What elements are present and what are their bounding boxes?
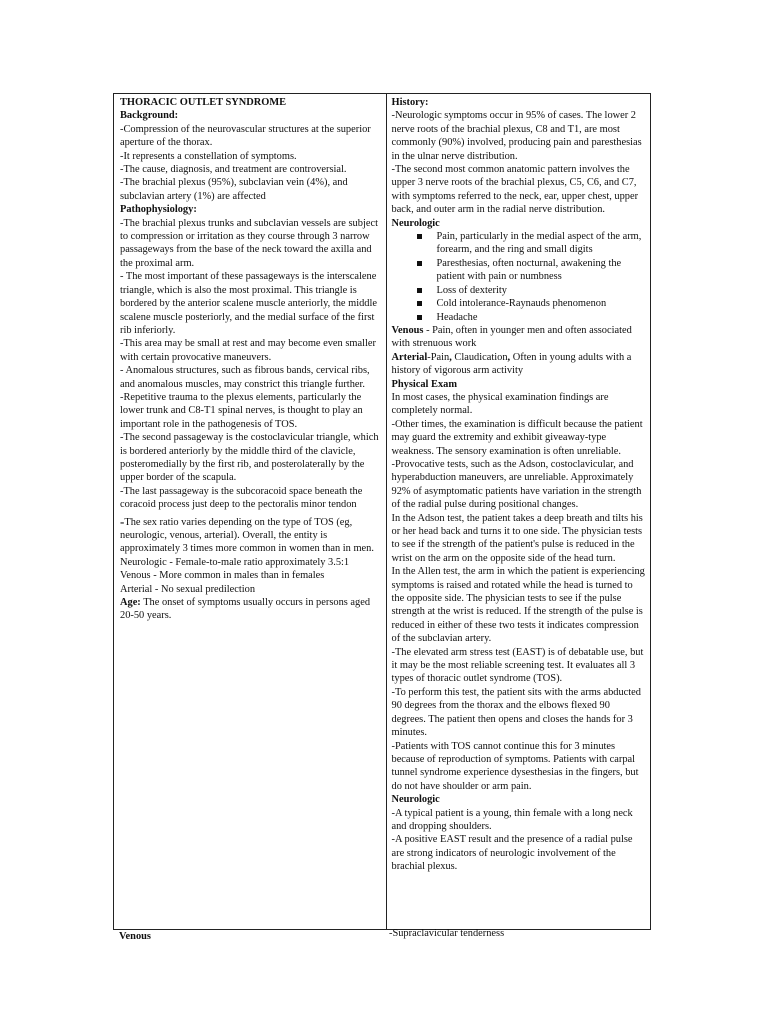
neurologic-heading: Neurologic bbox=[391, 217, 440, 229]
patho-paragraph: -Repetitive trauma to the plexus elements, particularly the lower trunk and C8-T1 spinal nerves, is thought to play an important role in the pathogenesis of TOS. bbox=[120, 391, 363, 430]
neuro-paragraph: -A typical patient is a young, thin female with a long neck and dropping shoulders. bbox=[391, 807, 633, 832]
arterial-text: -Pain bbox=[427, 351, 450, 363]
patho-paragraph: -The last passageway is the subcoracoid space beneath the coracoid process just deep to the pectoralis minor tendon bbox=[120, 485, 363, 511]
exam-paragraph: In most cases, the physical examination findings are completely normal. bbox=[391, 391, 609, 417]
background-paragraph: -The cause, diagnosis, and treatment are controversial. bbox=[120, 164, 347, 176]
list-item: Loss of dexterity bbox=[392, 284, 647, 297]
history-heading: History: bbox=[391, 97, 429, 108]
exam-paragraph: -To perform this test, the patient sits with the arms abducted 90 degrees from the thorax and the elbows flexed 90 degrees. The patient then opens and closes the hands for 3 minutes. bbox=[391, 686, 641, 739]
physical-exam-heading: Physical Exam bbox=[391, 378, 458, 390]
supraclavicular-overflow-line: -Supraclavicular tenderness bbox=[389, 928, 505, 939]
age-paragraph bbox=[120, 596, 382, 623]
background-paragraph: -The brachial plexus (95%), subclavian vein (4%), and subclavian artery (1%) are affected bbox=[120, 177, 348, 202]
patho-paragraph: -The second passageway is the costoclavicular triangle, which is bordered anteriorly by the middle third of the clavicle, posteromedially by the first rib, and posterolaterally by the upper border of the scapula. bbox=[120, 432, 379, 484]
neuro-paragraph: -A positive EAST result and the presence of a radial pulse are strong indicators of neurologic involvement of the brachial plexus. bbox=[391, 834, 633, 873]
neurologic-symptom-list bbox=[392, 230, 647, 324]
arterial-label: Arterial bbox=[391, 351, 428, 363]
patho-paragraph: -This area may be small at rest and may become even smaller with certain provocative maneuvers. bbox=[120, 338, 376, 363]
venous-overflow-heading: Venous bbox=[119, 931, 151, 942]
ratio-line: Neurologic - Female-to-male ratio approximately 3.5:1 bbox=[120, 556, 350, 568]
venous-text: - Pain, often in younger men and often associated with strenuous work bbox=[391, 324, 632, 350]
document-title: THORACIC OUTLET SYNDROME bbox=[120, 97, 287, 108]
exam-paragraph: -Other times, the examination is difficult because the patient may guard the extremity and exhibit giveaway-type weakness. The sensory examination is often unreliable. bbox=[391, 418, 643, 457]
patho-paragraph: - Anomalous structures, such as fibrous bands, cervical ribs, and anomalous muscles, may constrict this triangle further. bbox=[120, 365, 370, 390]
venous-label: Venous bbox=[391, 324, 424, 336]
age-label: Age: bbox=[120, 597, 141, 609]
list-item: Paresthesias, often nocturnal, awakening the patient with pain or numbness bbox=[392, 257, 647, 284]
list-item: Pain, particularly in the medial aspect of the arm, forearm, and the ring and small digits bbox=[392, 230, 647, 257]
patho-paragraph: - The most important of these passageways is the interscalene triangle, which is also the most proximal. This triangle is bordered by the anterior scalene muscle anteriorly, the middle scalene muscle posteriorly, and the medial surface of the first rib inferiorly. bbox=[120, 271, 377, 336]
arterial-paragraph bbox=[392, 351, 647, 378]
arterial-text: Often in young adults with a history of vigorous arm activity bbox=[391, 351, 632, 377]
list-item: Headache bbox=[392, 311, 647, 324]
sex-ratio-dash: - bbox=[120, 513, 125, 529]
history-paragraph: -Neurologic symptoms occur in 95% of cases. The lower 2 nerve roots of the brachial plexus, C8 and T1, are most commonly (90%) involved, producing pain and paresthesias in the ulnar nerve distribution. bbox=[391, 110, 642, 162]
comma: , bbox=[507, 351, 511, 363]
exam-paragraph: In the Adson test, the patient takes a deep breath and tilts his or her head back and turns it to one side. The physician tests to see if the strength of the patient's pulse is reduced in the wrist on the arm on the opposite side of the head turn. bbox=[391, 512, 643, 564]
exam-paragraph: -Provocative tests, such as the Adson, costoclavicular, and hyperabduction maneuvers, are unreliable. Approximately 92% of asymptomatic patients have variation in the strength of the radial pulse during positional changes. bbox=[391, 458, 642, 511]
background-paragraph: -Compression of the neurovascular structures at the superior aperture of the thorax. bbox=[120, 123, 371, 149]
age-text: The onset of symptoms usually occurs in persons aged 20-50 years. bbox=[120, 597, 371, 622]
ratio-line: Venous - More common in males than in females bbox=[120, 570, 325, 582]
neurologic-heading-2: Neurologic bbox=[391, 794, 440, 806]
right-column bbox=[387, 94, 651, 929]
exam-paragraph: In the Allen test, the arm in which the patient is experiencing symptoms is raised and rotated while the head is turned to the opposite side. The physician tests to see if the pulse strength at the wrist is reduced. If the strength of the pulse is reduced in either of these two tests it indicates compression of the subclavian artery. bbox=[391, 566, 645, 645]
arterial-text: Claudication bbox=[451, 351, 508, 363]
exam-paragraph: -Patients with TOS cannot continue this for 3 minutes because of reproduction of symptoms. Patients with carpal tunnel syndrome experience dysesthesias in the fingers, but do not have shoulder or arm pain. bbox=[391, 740, 639, 792]
background-paragraph: -It represents a constellation of symptoms. bbox=[120, 150, 297, 162]
pathophysiology-heading: Pathophysiology: bbox=[120, 204, 197, 216]
ratio-line: Arterial - No sexual predilection bbox=[120, 583, 256, 595]
patho-paragraph: -The brachial plexus trunks and subclavian vessels are subject to compression or irritation as they course through 3 narrow passageways from the base of the neck toward the axilla and the proximal arm. bbox=[120, 217, 378, 269]
list-item: Cold intolerance-Raynauds phenomenon bbox=[392, 297, 647, 310]
exam-paragraph: -The elevated arm stress test (EAST) is of debatable use, but it may be the most reliable screening test. It evaluates all 3 types of thoracic outlet syndrome (TOS). bbox=[391, 646, 644, 685]
sex-ratio-paragraph bbox=[120, 513, 382, 556]
background-heading: Background: bbox=[120, 110, 179, 122]
comma: , bbox=[449, 351, 452, 363]
venous-paragraph bbox=[392, 324, 647, 351]
left-column bbox=[114, 94, 387, 929]
sex-ratio-text: The sex ratio varies depending on the type of TOS (eg, neurologic, venous, arterial). Overall, the entity is approximately 3 times more common in women than in men. bbox=[120, 516, 374, 555]
history-paragraph: -The second most common anatomic pattern involves the upper 3 nerve roots of the brachial plexus, C5, C6, and C7, with symptoms referred to the neck, ear, upper chest, upper back, and outer arm in the radial nerve distribution. bbox=[391, 164, 639, 216]
document-table bbox=[113, 93, 651, 930]
